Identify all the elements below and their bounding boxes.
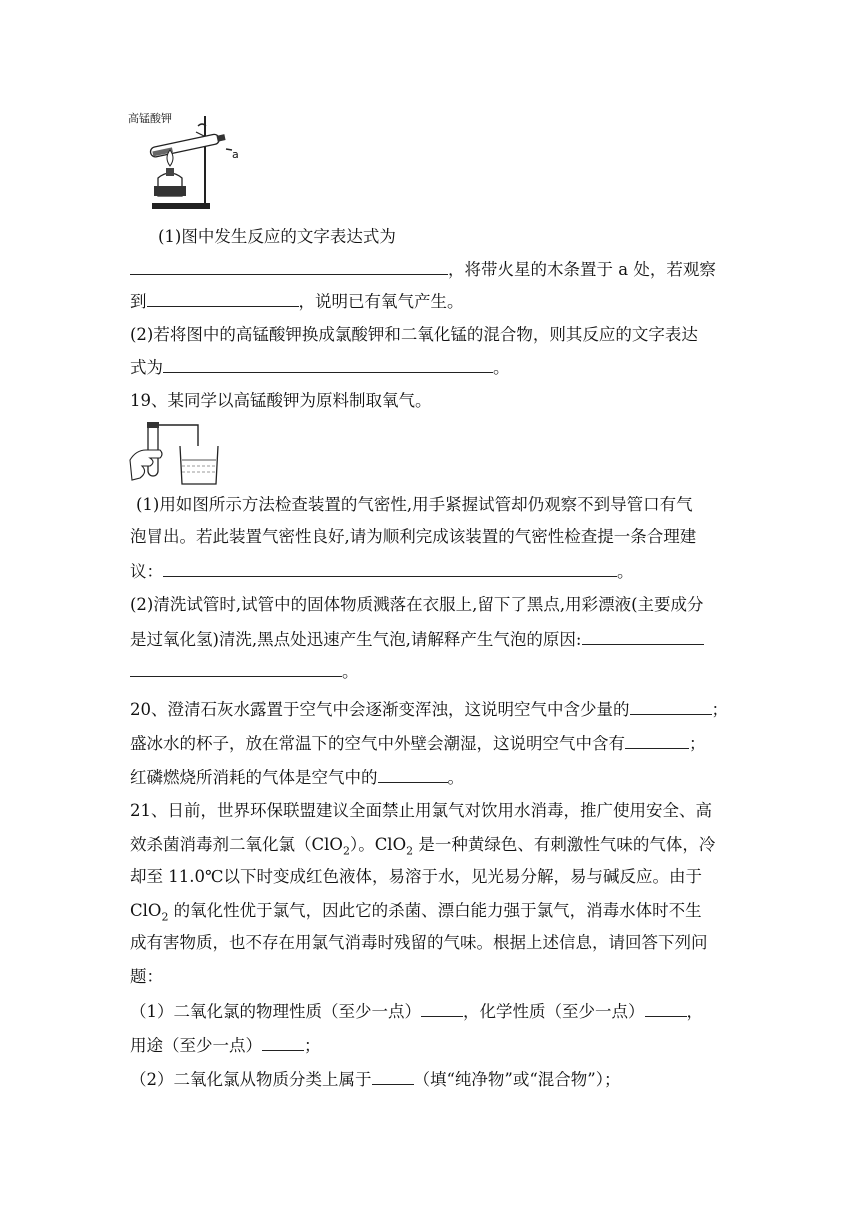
q18-part1-text2: ，将带火星的木条置于 a 处，若观察 bbox=[448, 260, 716, 279]
q18-part2-prompt: (2)若将图中的高锰酸钾换成氯酸钾和二氧化锰的混合物，则其反应的文字表达 bbox=[130, 325, 698, 344]
answer-blank-physical-property[interactable] bbox=[421, 1000, 463, 1017]
q21-text5: 成有害物质，也不存在用氯气消毒时残留的气味。根据上述信息，请回答下列问 bbox=[130, 933, 708, 952]
q21-text6: 题： bbox=[130, 967, 163, 986]
q19-title bbox=[130, 390, 730, 412]
q18-part2-text2a: 式为 bbox=[130, 358, 163, 377]
q21-sub1-line1 bbox=[130, 1000, 730, 1023]
answer-blank-co2[interactable] bbox=[630, 698, 712, 715]
q19-part2-text1: (2)清洗试管时,试管中的固体物质溅落在衣服上,留下了黑点,用彩漂液(主要成分 bbox=[130, 595, 704, 614]
q21-line1 bbox=[130, 800, 730, 822]
q19-part1-line3 bbox=[130, 560, 730, 583]
q21-text2b: ）。ClO bbox=[349, 835, 407, 854]
q19-part1-text3b: 。 bbox=[617, 562, 634, 581]
q20-text3: 红磷燃烧所消耗的气体是空气中的 bbox=[130, 768, 378, 787]
figure-label-potassium-permanganate: 高锰酸钾 bbox=[128, 112, 172, 125]
q21-sub1-text-c: ， bbox=[686, 1002, 703, 1021]
q21-text4b: 的氧化性优于氯气，因此它的杀菌、漂白能力强于氯气，消毒水体时不生 bbox=[168, 901, 702, 920]
q19-part2-line2 bbox=[130, 628, 730, 651]
q18-part1-line3 bbox=[130, 290, 730, 313]
q18-part1-text3b: ，说明已有氧气产生。 bbox=[298, 292, 464, 311]
q19-part2-text2: 是过氧化氢)清洗,黑点处迅速产生气泡,请解释产生气泡的原因: bbox=[130, 630, 582, 649]
q21-sub2-text-b: （填“纯净物”或“混合物”）； bbox=[413, 1070, 621, 1089]
q19-part1-line2 bbox=[130, 526, 730, 548]
q18-part2-line2 bbox=[130, 356, 730, 379]
answer-blank-classification[interactable] bbox=[372, 1068, 414, 1085]
q21-text4a: ClO bbox=[130, 901, 162, 920]
q21-subscript-2a: 2 bbox=[342, 844, 350, 858]
apparatus-figure-airtightness bbox=[128, 420, 228, 488]
q21-sub2-line1 bbox=[130, 1068, 730, 1091]
q21-line5 bbox=[130, 932, 730, 954]
answer-blank-bubble-reason-2[interactable] bbox=[130, 660, 342, 677]
answer-blank-observation[interactable] bbox=[147, 290, 299, 307]
q21-line4 bbox=[130, 900, 730, 928]
q21-text2c: 是一种黄绿色、有刺激性气味的气体，冷 bbox=[413, 835, 716, 854]
answer-blank-chlorate-equation[interactable] bbox=[163, 356, 493, 373]
q18-part2-text2b: 。 bbox=[493, 358, 510, 377]
q19-title-text: 19、某同学以高锰酸钾为原料制取氧气。 bbox=[130, 391, 432, 410]
answer-blank-use[interactable] bbox=[262, 1034, 304, 1051]
q21-sub1-text-d: 用途（至少一点） bbox=[130, 1036, 262, 1055]
q19-part2-line1 bbox=[130, 594, 730, 616]
q18-part1-line1 bbox=[158, 226, 758, 248]
q21-text3: 却至 11.0℃以下时变成红色液体，易溶于水，见光易分解，易与碱反应。由于 bbox=[130, 867, 702, 886]
q21-subscript-2b: 2 bbox=[406, 844, 414, 858]
q20-text2-end: ； bbox=[689, 734, 706, 753]
q20-line1 bbox=[130, 698, 730, 721]
q20-text2: 盛冰水的杯子，放在常温下的空气中外壁会潮湿，这说明空气中含有 bbox=[130, 734, 625, 753]
q21-sub1-text-e: ； bbox=[304, 1036, 321, 1055]
figure-label-port-a: a bbox=[232, 148, 239, 161]
answer-blank-bubble-reason-1[interactable] bbox=[582, 628, 704, 645]
q21-sub1-text-b: ，化学性质（至少一点） bbox=[463, 1002, 645, 1021]
answer-blank-oxygen[interactable] bbox=[378, 766, 448, 783]
q21-text2a: 效杀菌消毒剂二氧化氯（ClO bbox=[130, 835, 343, 854]
heating-apparatus-diagram bbox=[128, 108, 248, 213]
q21-subscript-4: 2 bbox=[161, 910, 169, 924]
q19-part1-text2: 泡冒出。若此装置气密性良好,请为顺利完成该装置的气密性检查提一条合理建 bbox=[130, 527, 697, 546]
apparatus-figure-heating bbox=[128, 108, 248, 213]
q21-sub1-line2 bbox=[130, 1034, 730, 1057]
q20-line2 bbox=[130, 732, 730, 755]
q19-part1-line1 bbox=[136, 494, 736, 516]
airtightness-check-diagram bbox=[128, 420, 228, 488]
answer-blank-word-equation[interactable] bbox=[130, 258, 448, 275]
answer-blank-chemical-property[interactable] bbox=[645, 1000, 687, 1017]
q21-line6 bbox=[130, 966, 730, 988]
q18-part1-prompt: (1)图中发生反应的文字表达式为 bbox=[158, 227, 396, 246]
q19-part2-line3 bbox=[130, 660, 730, 683]
answer-blank-water-vapor[interactable] bbox=[625, 732, 689, 749]
q20-text3-end: 。 bbox=[447, 768, 464, 787]
q20-line3 bbox=[130, 766, 730, 789]
answer-blank-suggestion[interactable] bbox=[163, 560, 617, 577]
q21-text1: 21、日前，世界环保联盟建议全面禁止用氯气对饮用水消毒，推广使用安全、高 bbox=[130, 801, 712, 820]
q21-line2 bbox=[130, 834, 730, 862]
q21-line3 bbox=[130, 866, 730, 888]
q20-text1: 20、澄清石灰水露置于空气中会逐渐变浑浊，这说明空气中含少量的 bbox=[130, 700, 630, 719]
q19-part1-text1: (1)用如图所示方法检查装置的气密性,用手紧握试管却仍观察不到导管口有气 bbox=[136, 495, 693, 514]
q20-text1-end: ； bbox=[711, 700, 728, 719]
q21-sub2-text-a: （2）二氧化氯从物质分类上属于 bbox=[130, 1070, 372, 1089]
q19-part2-text3: 。 bbox=[342, 662, 359, 681]
q18-part1-text3a: 到 bbox=[130, 292, 147, 311]
q21-sub1-text-a: （1）二氧化氯的物理性质（至少一点） bbox=[130, 1002, 421, 1021]
q19-part1-text3a: 议： bbox=[130, 562, 163, 581]
q18-part2-line1 bbox=[130, 324, 730, 346]
q18-part1-line2 bbox=[130, 258, 730, 281]
